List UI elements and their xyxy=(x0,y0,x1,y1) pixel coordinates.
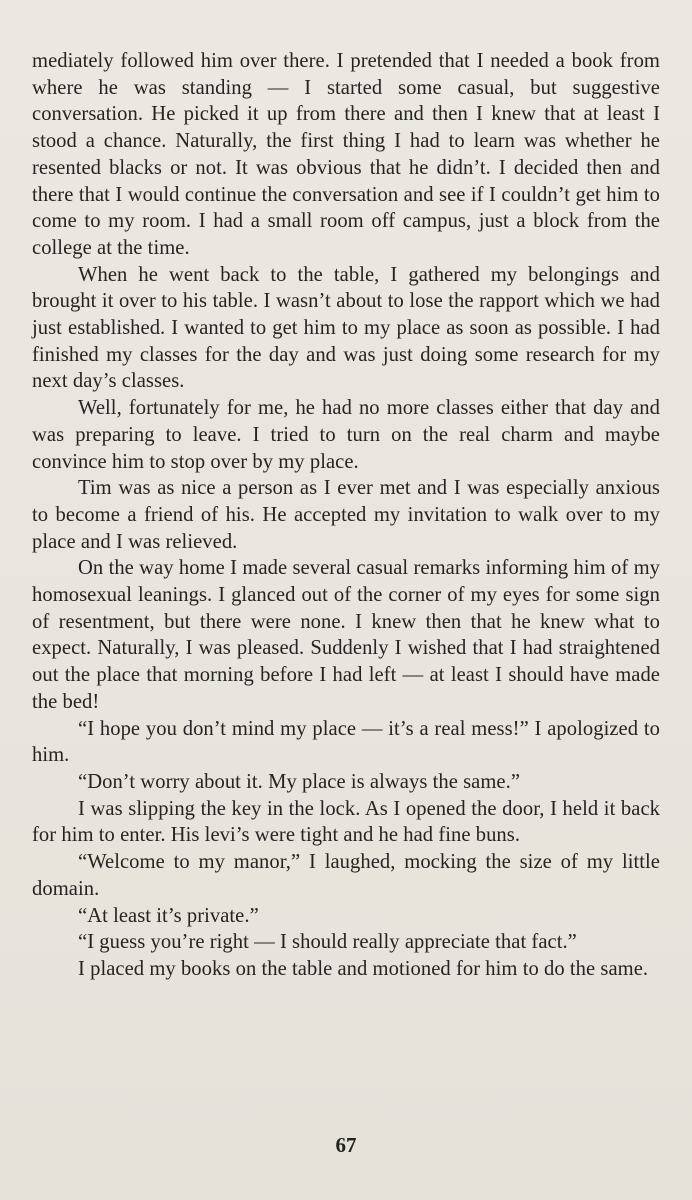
paragraph-10: “At least it’s private.” xyxy=(78,904,259,927)
paragraph-9: “Welcome to my manor,” I laughed, mocking the size of my little domain. xyxy=(32,851,660,900)
paragraph-6: “I hope you don’t mind my place — it’s a real mess!” I apologized to him. xyxy=(32,717,660,767)
paragraph-4: Tim was as nice a person as I ever met and I was especially anxious to become a friend of his. He accepted my invitation to walk over to my place and I was relieved. xyxy=(32,477,660,553)
paragraph-1: mediately followed him over there. I pretended that I needed a book from where he was standing — I started some casual, but suggestive conversation. He picked it up from there and then I knew that at least I stood a chance. Naturally, the first thing I had to learn was whether he resented blacks or not. It was obvious that he didn’t. I decided then and there that I would continue the conversation and see if I couldn’t get him to come to my room. I had a small room off campus, just a block from the college at the time. xyxy=(32,50,660,259)
paragraph-5: On the way home I made several casual remarks informing him of my homosexual leanings. I glanced out of the corner of my eyes for some sign of resentment, but there were none. I knew then that he knew what to expect. Naturally, I was pleased. Suddenly I wished that I had straightened out the place that morning before I had left — at least I should have made the bed! xyxy=(32,557,660,713)
paragraph-7: “Don’t worry about it. My place is always the same.” xyxy=(78,770,521,793)
paragraph-11: “I guess you’re right — I should really appreciate that fact.” xyxy=(78,931,577,954)
paragraph-8: I was slipping the key in the lock. As I opened the door, I held it back for him to enter. His levi’s were tight and he had fine buns. xyxy=(32,797,660,847)
page-number: 67 xyxy=(335,1133,357,1157)
paragraph-2: When he went back to the table, I gathered my belongings and brought it over to his table. I wasn’t about to lose the rapport which we had just established. I wanted to get him to my place as soon as possible. I had finished my classes for the day and was just doing some research for my next day’s classes. xyxy=(32,263,660,393)
paragraph-12: I placed my books on the table and motioned for him to do the same. xyxy=(78,957,649,980)
paragraph-3: Well, fortunately for me, he had no more classes either that day and was preparing to leave. I tried to turn on the real charm and maybe convince him to stop over by my place. xyxy=(32,397,660,473)
body-text xyxy=(32,48,660,983)
